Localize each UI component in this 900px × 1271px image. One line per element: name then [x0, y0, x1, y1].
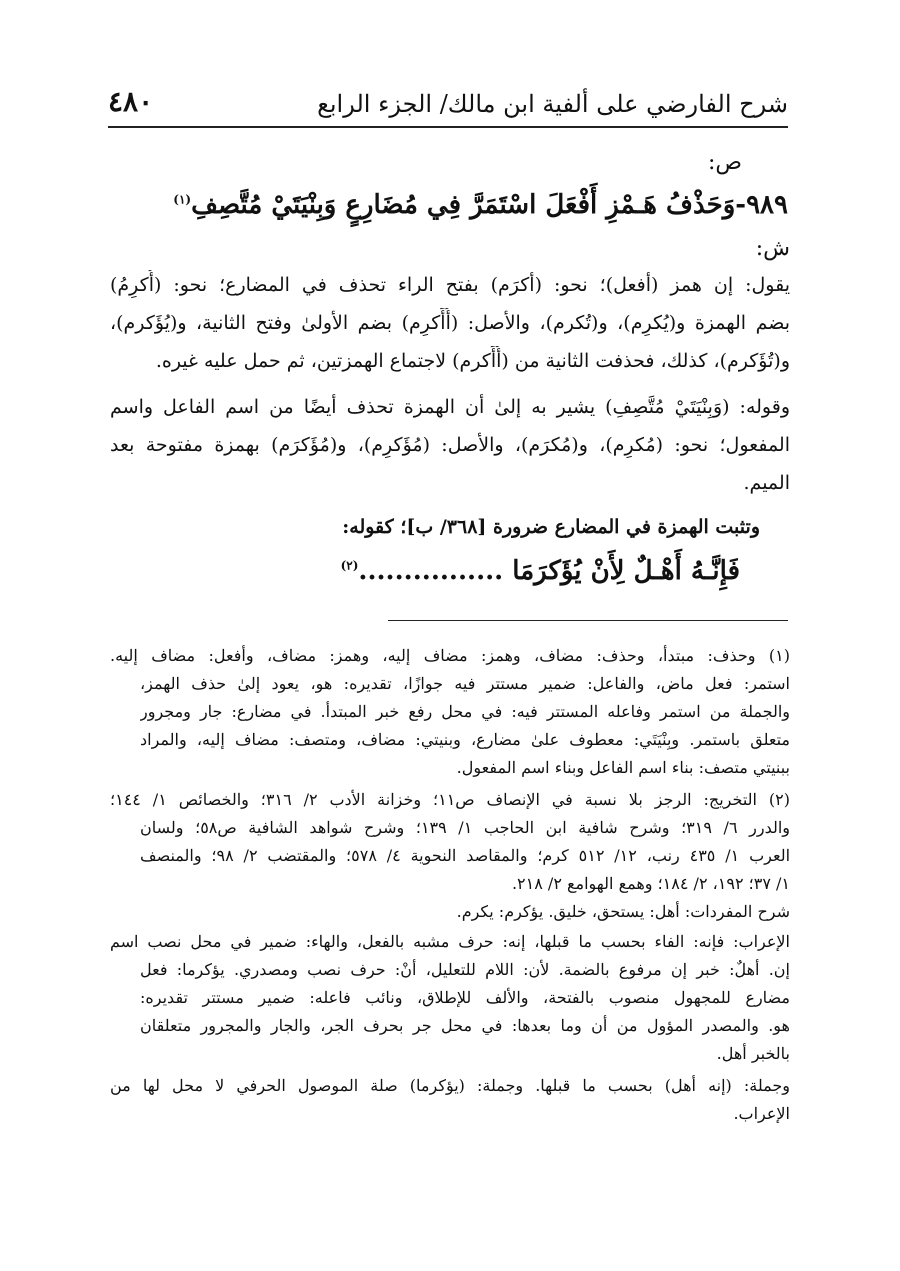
- verse-line: [173, 190, 788, 220]
- text-line: (٢) التخريج: الرجز بلا نسبة في الإنصاف ص١١؛ وخزانة الأدب ٢/ ٣١٦؛ والخصائص ١/ ١٤٤؛: [110, 790, 790, 809]
- text-line: وقوله: (وَبِنْيَتَيْ مُتَّصِفِ) يشير به إلىٰ أن الهمزة تحذف أيضًا من اسم الفاعل واسم: [110, 396, 790, 418]
- text-line: إن. أهلٌ: خبر إن مرفوع بالضمة. لأن: اللام للتعليل، أنْ: حرف نصب ومصدري. يؤكرما: فعل: [140, 960, 790, 979]
- text-line: الإعراب.: [733, 1104, 790, 1123]
- quoted-verse: [341, 556, 740, 586]
- text-line: متعلق باستمر. وبِنْيَتَي: معطوف علىٰ مضارع، وبنيتي: مضاف، ومتصف: مضاف إليه، والمراد: [140, 730, 790, 749]
- quote-text: فَإِنَّـهُ أَهْـلٌ لِأَنْ يُؤَكرَمَا: [512, 556, 740, 586]
- text-line: و(تُؤَكرم)، كذلك، فحذفت الثانية من (أُأَكرم) لاجتماع الهمزتين، ثم حمل عليه غيره.: [155, 350, 790, 372]
- text-line: العرب ١/ ٤٣٥ رنب، ١٢/ ٥١٢ كرم؛ والمقاصد النحوية ٤/ ٥٧٨؛ والمقتضب ٢/ ٩٨؛ والمنصف: [140, 846, 790, 865]
- quote-note-ref: (٢): [340, 558, 359, 573]
- text-line: ببنيتي متصف: بناء اسم الفاعل وبناء اسم المفعول.: [456, 758, 790, 777]
- text-line: مضارع للمجهول منصوب بالفتحة، والألف للإطلاق، ونائب فاعله: ضمير مستتر تقديره:: [140, 988, 790, 1007]
- text-line: المفعول؛ نحو: (مُكرِم)، و(مُكرَم)، والأصل: (مُؤَكرِم)، و(مُؤَكرَم) بهمزة مفتوحة بعد: [110, 434, 790, 456]
- shin-marker: ش:: [755, 236, 790, 261]
- text-line: يقول: إن همز (أفعل)؛ نحو: (أكرَم) بفتح الراء تحذف في المضارع؛ نحو: (أُكرِمُ): [110, 274, 790, 296]
- quote-ellipsis: ................: [358, 556, 504, 586]
- text-line: الإعراب: فإنه: الفاء بحسب ما قبلها، إنه: حرف مشبه بالفعل، والهاء: ضمير في محل نصب اسم: [110, 932, 790, 951]
- text-line: بضم الهمزة و(يُكرِم)، و(تُكرم)، والأصل: (أُأَكرِم) بضم الأولىٰ وفتح الثانية، و(يُؤَكرم)،: [110, 312, 790, 334]
- text-line: ١/ ٣٧؛ ١٩٢، ٢/ ١٨٤؛ وهمع الهوامع ٢/ ٢١٨.: [511, 874, 790, 893]
- verse-number: ٩٨٩-: [735, 190, 788, 220]
- text-line: بالخبر أهل.: [716, 1044, 790, 1063]
- text-line: والدرر ٦/ ٣١٩؛ وشرح شافية ابن الحاجب ١/ ١٣٩؛ وشرح شواهد الشافية ص٥٨؛ ولسان: [140, 818, 790, 837]
- sad-marker: ص:: [707, 150, 742, 175]
- text-line: استمر: فعل ماض، والفاعل: ضمير مستتر فيه جوازًا، تقديره: هو، يعود إلىٰ حذف الهمز،: [140, 674, 790, 693]
- vocabulary-note: شرح المفردات: أهل: يستحق، خليق. يؤكرم: يكرم.: [456, 902, 790, 921]
- footnote-separator: [388, 620, 788, 621]
- text-line: الميم.: [743, 472, 790, 494]
- text-line: وجملة: (إنه أهل) بحسب ما قبلها. وجملة: (يؤكرما) صلة الموصول الحرفي لا محل لها من: [110, 1076, 790, 1095]
- text-line: هو. والمصدر المؤول من أن وما بعدها: في محل جر بحرف الجر، والجار والمجرور متعلقان: [140, 1016, 790, 1035]
- text-line: (١) وحذف: مبتدأ، وحذف: مضاف، وهمز: مضاف إليه، وهمز: مضاف، وأفعل: مضاف إليه.: [110, 646, 790, 665]
- commentary-para-3: وتثبت الهمزة في المضارع ضرورة [٣٦٨/ ب]؛ كقوله:: [342, 516, 760, 538]
- verse-text: وَحَذْفُ هَـمْزِ أَفْعَلَ اسْتَمَرَّ فِي مُضَارِعٍ وَبِنْيَتَيْ مُتَّصِفِ: [191, 190, 736, 220]
- verse-note-ref: (١): [173, 192, 192, 207]
- running-header: [108, 62, 788, 128]
- page-number: ٤٨٠: [108, 85, 154, 118]
- text-line: والجملة من استمر وفاعله المستتر فيه: في محل رفع خبر المبتدأ. في مضارع: جار ومجرور: [140, 702, 790, 721]
- book-title: شرح الفارضي على ألفية ابن مالك/ الجزء الرابع: [317, 90, 788, 118]
